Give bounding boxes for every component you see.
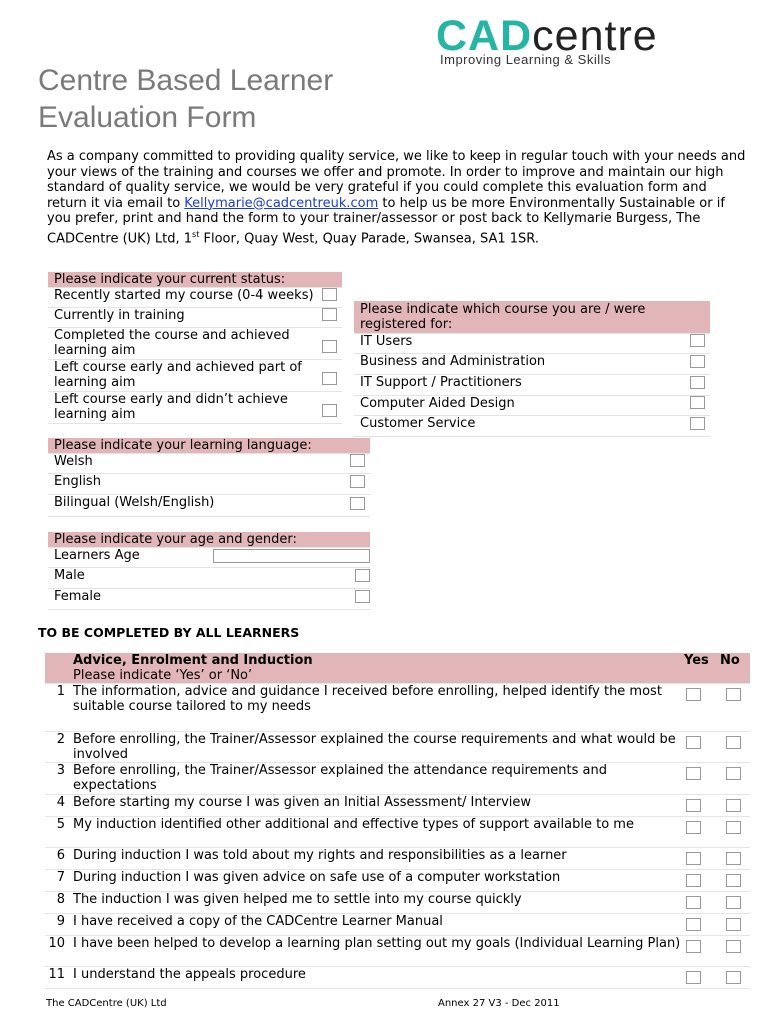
gender-row: [48, 589, 370, 610]
question-text: During induction I was given advice on safe use of a computer workstation: [69, 870, 682, 892]
question-text: The information, advice and guidance I received before enrolling, helped identify the most suitable course tailored to my needs: [69, 684, 682, 732]
no-checkbox[interactable]: [726, 918, 741, 931]
intro-text-3: Floor, Quay West, Quay Parade, Swansea, SA1 1SR.: [199, 231, 539, 247]
question-row: [45, 763, 750, 795]
no-checkbox[interactable]: [726, 940, 741, 953]
no-checkbox[interactable]: [726, 971, 741, 984]
question-text: The induction I was given helped me to settle into my course quickly: [69, 892, 682, 914]
question-row: [45, 914, 750, 936]
course-row: [354, 416, 710, 437]
status-label: Left course early and didn’t achieve learning aim: [48, 392, 322, 424]
status-label: Currently in training: [48, 308, 322, 328]
age-gender-header: Please indicate your age and gender:: [48, 532, 370, 548]
course-checkbox[interactable]: [690, 396, 705, 409]
questions-table: [45, 653, 750, 989]
logo-tagline: Improving Learning & Skills: [440, 52, 612, 67]
gender-checkbox[interactable]: [355, 569, 370, 582]
language-label: English: [48, 474, 350, 495]
language-label: Welsh: [48, 454, 350, 474]
question-number: 11: [45, 967, 69, 989]
learners-age-input[interactable]: [213, 549, 370, 563]
question-text: During induction I was told about my rights and responsibilities as a learner: [69, 848, 682, 870]
questions-header-sub: Please indicate ‘Yes’ or ‘No’: [73, 668, 253, 683]
status-row: [48, 328, 342, 360]
footer-annex: Annex 27 V3 - Dec 2011: [438, 998, 560, 1009]
page-title: [38, 62, 333, 136]
question-number: 10: [45, 936, 69, 967]
course-label: Computer Aided Design: [354, 396, 690, 416]
status-table: [48, 272, 342, 424]
question-number: 5: [45, 817, 69, 848]
status-checkbox[interactable]: [322, 288, 337, 301]
page-title-line2: Evaluation Form: [38, 101, 257, 134]
language-label: Bilingual (Welsh/English): [48, 495, 350, 517]
questions-header-title: Advice, Enrolment and Induction: [73, 653, 313, 668]
yes-checkbox[interactable]: [686, 767, 701, 780]
intro-sup: st: [192, 229, 200, 239]
yes-checkbox[interactable]: [686, 736, 701, 749]
question-number: 4: [45, 795, 69, 817]
status-checkbox[interactable]: [322, 308, 337, 321]
logo-centre-text: centre: [532, 12, 658, 60]
language-row: [48, 454, 370, 474]
status-row: [48, 308, 342, 328]
gender-label: Male: [48, 568, 167, 589]
question-number: 3: [45, 763, 69, 795]
no-column-header: No: [718, 653, 750, 684]
footer-company: The CADCentre (UK) Ltd: [46, 998, 167, 1009]
status-label: Completed the course and achieved learning aim: [48, 328, 322, 360]
status-label: Recently started my course (0-4 weeks): [48, 288, 322, 308]
course-header: Please indicate which course you are / were registered for:: [354, 301, 710, 334]
question-number: 7: [45, 870, 69, 892]
no-checkbox[interactable]: [726, 767, 741, 780]
page-title-line1: Centre Based Learner: [38, 64, 334, 97]
question-row: [45, 795, 750, 817]
cadcentre-logo: [436, 14, 746, 70]
course-checkbox[interactable]: [690, 334, 705, 347]
course-label: Business and Administration: [354, 354, 690, 375]
question-row: [45, 732, 750, 763]
course-checkbox[interactable]: [690, 417, 705, 430]
question-row: [45, 817, 750, 848]
status-checkbox[interactable]: [322, 372, 337, 385]
course-label: IT Users: [354, 334, 690, 354]
yes-checkbox[interactable]: [686, 896, 701, 909]
yes-checkbox[interactable]: [686, 688, 701, 701]
language-row: [48, 474, 370, 495]
question-text: Before enrolling, the Trainer/Assessor explained the course requirements and what would be involved: [69, 732, 682, 763]
learners-age-label: Learners Age: [48, 548, 167, 568]
language-header: Please indicate your learning language:: [48, 438, 370, 454]
no-checkbox[interactable]: [726, 688, 741, 701]
intro-text-2: to help us be more Environmentally Sustainable or if you prefer, print and hand the form to your trainer/assessor or post back to Kellymarie Burgess, The CADCentre (UK) Ltd, 1: [47, 195, 725, 247]
yes-checkbox[interactable]: [686, 918, 701, 931]
language-table: [48, 438, 370, 517]
course-checkbox[interactable]: [690, 376, 705, 389]
intro-paragraph: [47, 149, 747, 247]
no-checkbox[interactable]: [726, 736, 741, 749]
question-number: 1: [45, 684, 69, 732]
yes-checkbox[interactable]: [686, 821, 701, 834]
course-checkbox[interactable]: [690, 355, 705, 368]
no-checkbox[interactable]: [726, 799, 741, 812]
gender-row: [48, 568, 370, 589]
language-checkbox[interactable]: [350, 454, 365, 467]
question-row: [45, 936, 750, 967]
no-checkbox[interactable]: [726, 896, 741, 909]
language-checkbox[interactable]: [350, 497, 365, 510]
yes-checkbox[interactable]: [686, 940, 701, 953]
question-text: Before enrolling, the Trainer/Assessor explained the attendance requirements and expectations: [69, 763, 682, 795]
course-row: [354, 334, 710, 354]
status-row: [48, 392, 342, 424]
language-row: [48, 495, 370, 517]
course-label: Customer Service: [354, 416, 690, 437]
question-number: 9: [45, 914, 69, 936]
question-text: I have received a copy of the CADCentre Learner Manual: [69, 914, 682, 936]
age-gender-table: [48, 532, 370, 610]
course-label: IT Support / Practitioners: [354, 375, 690, 396]
section-heading: TO BE COMPLETED BY ALL LEARNERS: [38, 625, 300, 640]
question-text: I have been helped to develop a learning plan setting out my goals (Individual Learning Plan): [69, 936, 682, 967]
question-number: 2: [45, 732, 69, 763]
gender-checkbox[interactable]: [355, 590, 370, 603]
question-row: [45, 892, 750, 914]
yes-checkbox[interactable]: [686, 852, 701, 865]
course-row: [354, 354, 710, 375]
status-checkbox[interactable]: [322, 404, 337, 417]
email-link[interactable]: Kellymarie@cadcentreuk.com: [184, 195, 379, 211]
status-header: Please indicate your current status:: [48, 272, 342, 288]
status-checkbox[interactable]: [322, 340, 337, 353]
question-number: 6: [45, 848, 69, 870]
course-table: [354, 301, 710, 437]
question-row: [45, 684, 750, 732]
status-row: [48, 360, 342, 392]
course-row: [354, 396, 710, 416]
status-label: Left course early and achieved part of learning aim: [48, 360, 322, 392]
yes-checkbox[interactable]: [686, 799, 701, 812]
question-text: I understand the appeals procedure: [69, 967, 682, 989]
no-checkbox[interactable]: [726, 852, 741, 865]
language-checkbox[interactable]: [350, 475, 365, 488]
yes-column-header: Yes: [682, 653, 718, 684]
question-row: [45, 848, 750, 870]
question-row: [45, 967, 750, 989]
gender-label: Female: [48, 589, 167, 610]
logo-cad-text: CAD: [436, 12, 533, 60]
course-row: [354, 375, 710, 396]
status-row: [48, 288, 342, 308]
question-text: Before starting my course I was given an Initial Assessment/ Interview: [69, 795, 682, 817]
no-checkbox[interactable]: [726, 874, 741, 887]
question-row: [45, 870, 750, 892]
intro-text-1: As a company committed to providing quality service, we like to keep in regular touch with your needs and your views of the training and courses we offer and promote. In order to improve and maintain our high standard of quality service, we would be very grateful if you could complete this evaluation form and return it via email to: [47, 149, 746, 211]
question-text: My induction identified other additional and effective types of support available to me: [69, 817, 682, 848]
no-checkbox[interactable]: [726, 821, 741, 834]
question-number: 8: [45, 892, 69, 914]
yes-checkbox[interactable]: [686, 971, 701, 984]
yes-checkbox[interactable]: [686, 874, 701, 887]
